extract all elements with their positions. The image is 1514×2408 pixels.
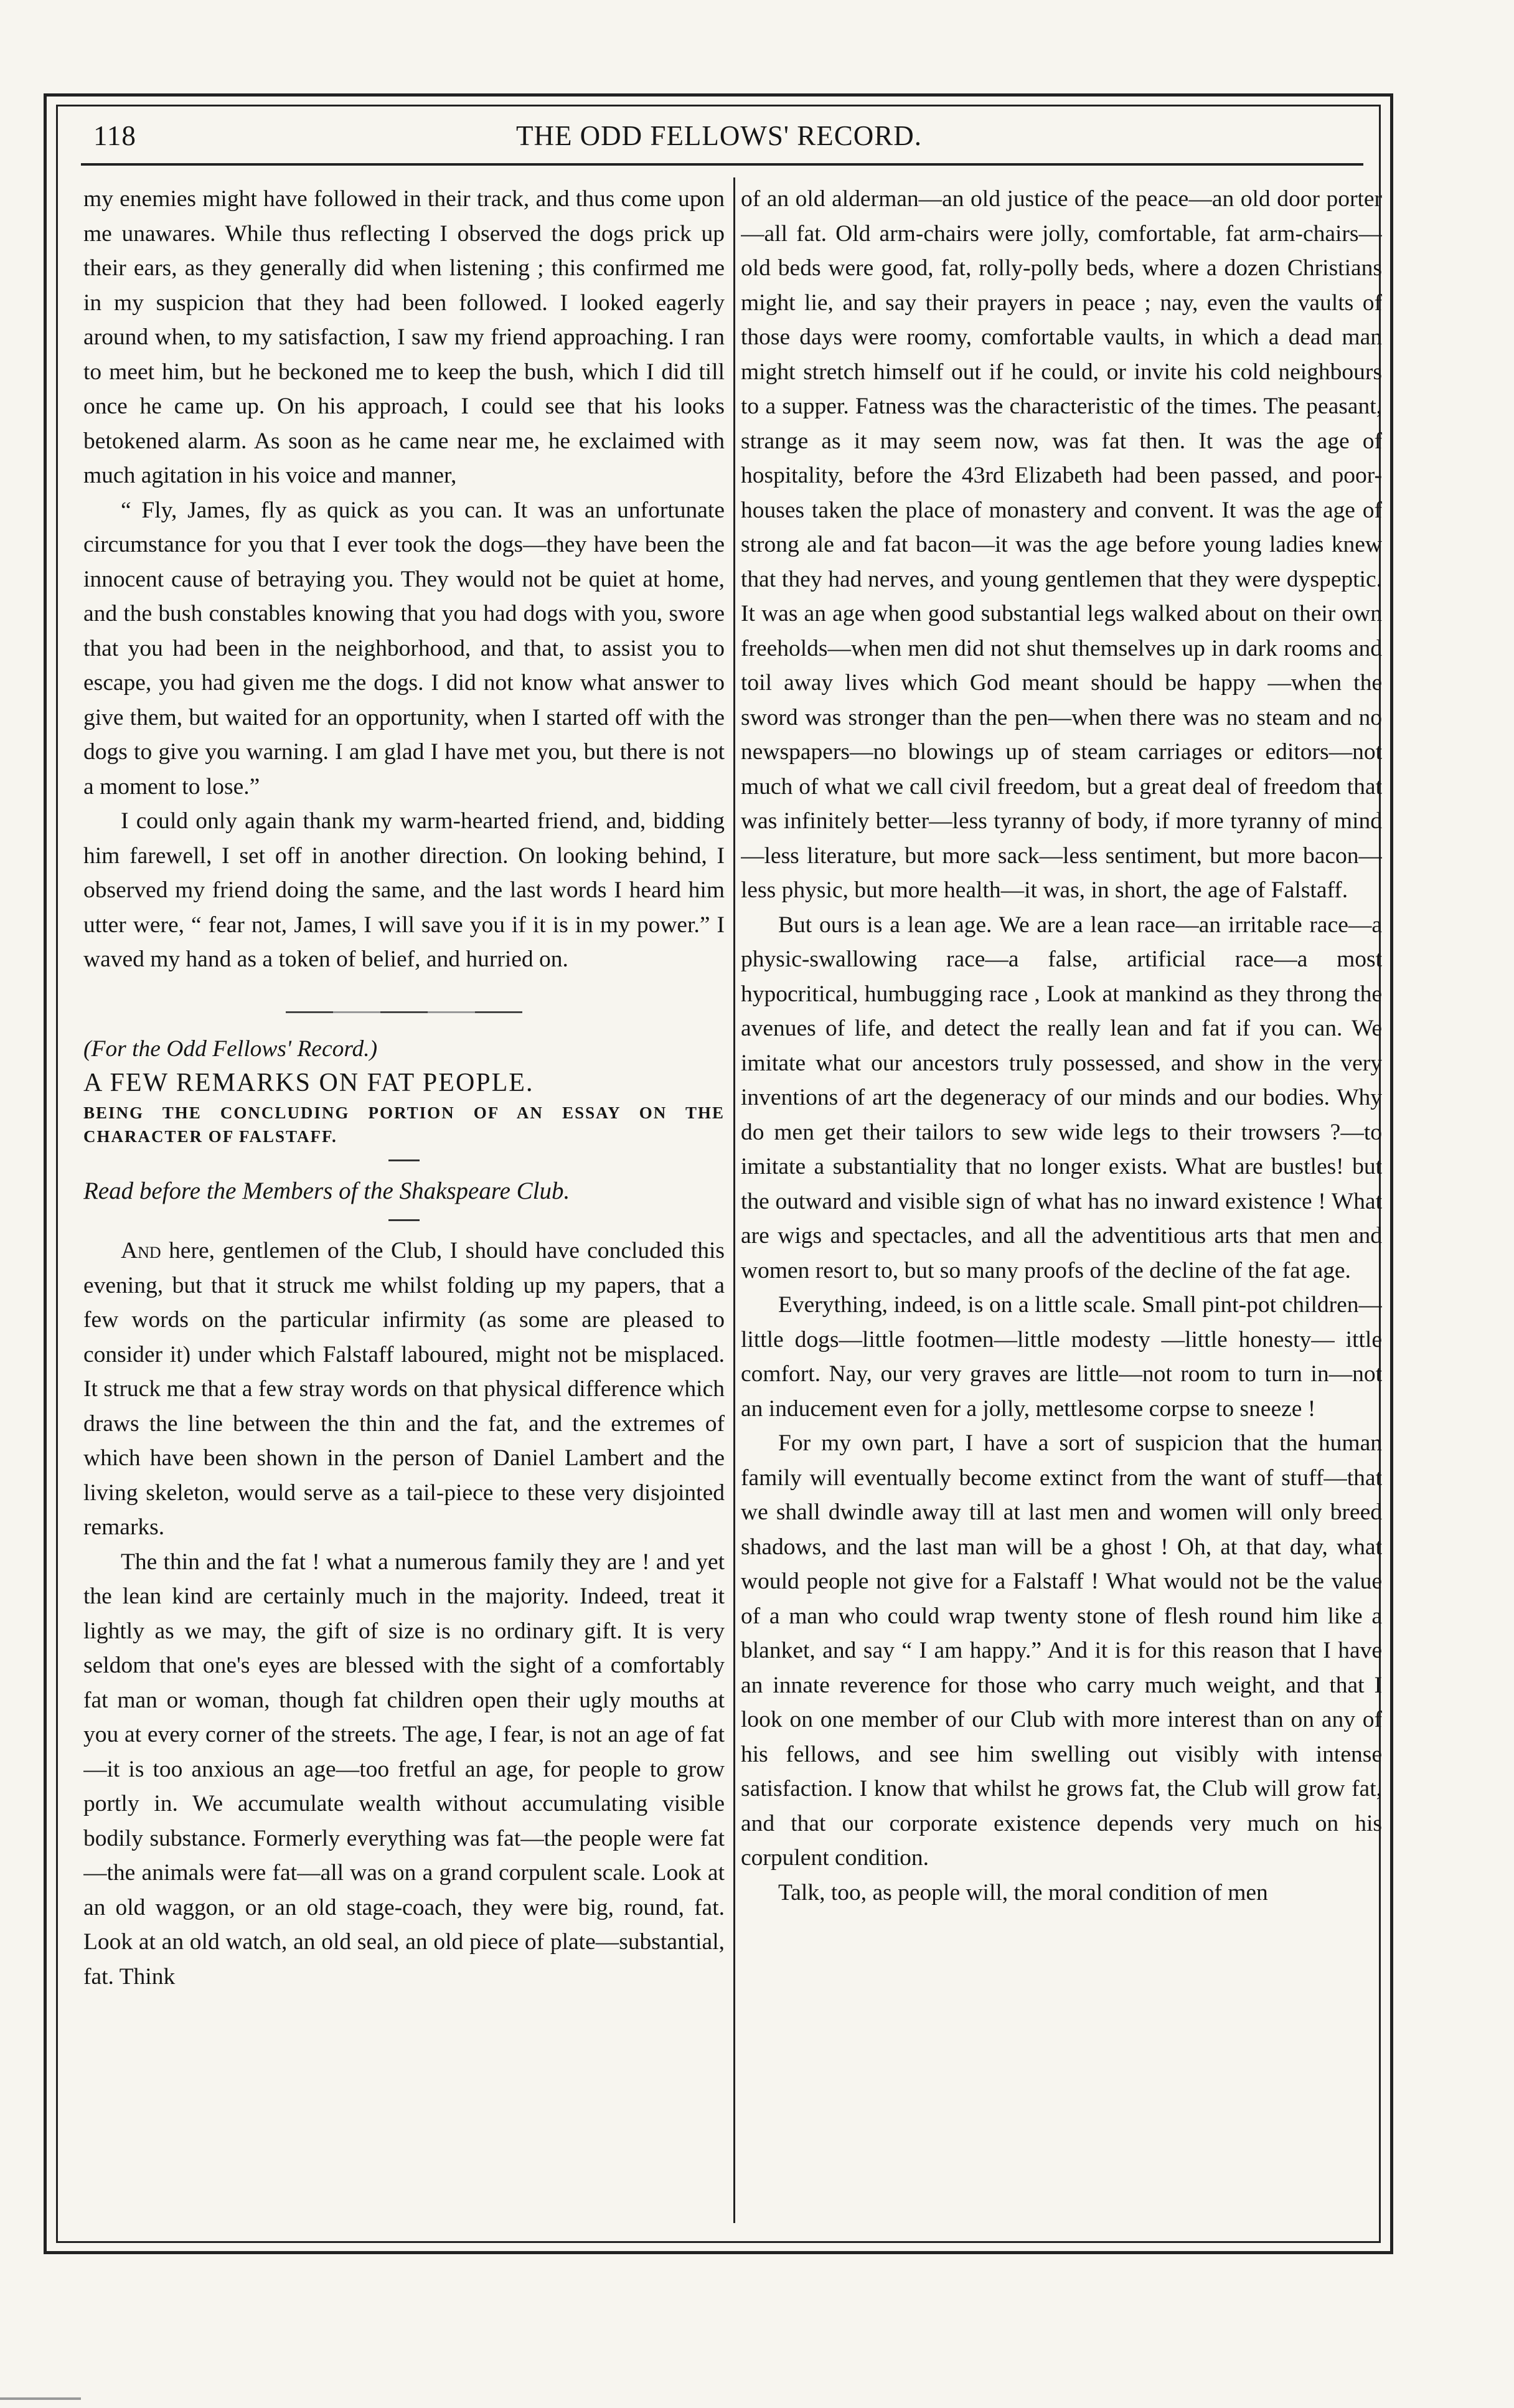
drop-lead: And [121, 1238, 161, 1263]
header-rule [81, 163, 1363, 166]
paragraph-text: here, gentlemen of the Club, I should have concluded this evening, but that it struck me whilst folding up my papers, that a few words on the particular infirmity (as some are pleased to consider it) under which Falstaff laboured, might not be misplaced. It struck me that a few stray words on that physical difference which draws the line between the thin and the fat, and the extremes of which have been shown in the person of Daniel Lambert and the living skeleton, would serve as a tail-piece to these very disjointed remarks. [83, 1238, 725, 1540]
article-subtitle: BEING THE CONCLUDING PORTION OF AN ESSAY ON THE CHARACTER OF FALSTAFF. [83, 1103, 725, 1146]
paragraph: “ Fly, James, fly as quick as you can. It was an unfortunate circumstance for you that I ever took the dogs—they have been the innocent cause of betraying you. They would not be quiet at home, and the bush constables knowing that you had dogs with you, swore that you had been in the neighborhood, and that, to assist you to escape, you had given me the dogs. I did not know what answer to give them, but waited for an opportunity, when I started off with the dogs to give you warning. I am glad I have met you, but there is not a moment to lose.” [83, 497, 725, 800]
paragraph: The thin and the fat ! what a numerous family they are ! and yet the lean kind are certainly much in the majority. Indeed, treat it lightly as we may, the gift of size is no ordinary gift. It is very seldom that one's eyes are blessed with the sight of a comfortably fat man or woman, though fat children open their ugly mouths at you at every corner of the streets. The age, I fear, is not an age of fat—it is too anxious an age—too fretful an age, for people to grow portly in. We accumulate wealth without accumulating visible bodily substance. Formerly everything was fat—the people were fat—the animals were fat—all was on a grand corpulent scale. Look at an old waggon, or an old stage-coach, they were big, round, fat. Look at an old watch, an old seal, an old piece of plate—substantial, fat. Think [83, 1549, 725, 1990]
paragraph [83, 1234, 725, 1545]
paragraph: I could only again thank my warm-hearted friend, and, bidding him farewell, I set off in another direction. On looking behind, I observed my friend doing the same, and the last words I heard him utter were, “ fear not, James, I will save you if it is in my power.” I waved my hand as a token of belief, and hurried on. [83, 808, 725, 972]
paragraph: Everything, indeed, is on a little scale. Small pint-pot children—little dogs—little footmen—little modesty —little honesty— ittle comfort. Nay, our very graves are little—not room to turn in—not an inducement even for a jolly, mettlesome corpse to sneeze ! [741, 1292, 1382, 1422]
running-title: THE ODD FELLOWS' RECORD. [515, 120, 923, 151]
paragraph: But ours is a lean age. We are a lean race—an irritable race—a physic-swallowing race—a false, artificial race—a most hypocritical, humbugging race , Look at mankind as they throng the avenues of life, and detect the really lean and fat if you can. We imitate what our ancestors truly possessed, and show in the very inventions of art the degeneracy of our minds and our bodies. Why do men get their tailors to sew wide legs to their trowsers ?—to imitate a substantiality that no longer exists. What are bustles! but the outward and visible sign of what has no inward existence ! What are wigs and spectacles, and all the adventitious arts that men and women resort to, but so many proofs of the decline of the fat age. [741, 912, 1382, 1283]
left-column [83, 182, 725, 2231]
page-number: 118 [93, 120, 136, 151]
paragraph: Talk, too, as people will, the moral condition of men [778, 1879, 1268, 1905]
article-occasion: Read before the Members of the Shakspeare Club. [83, 1177, 570, 1204]
section-divider [286, 1011, 522, 1013]
paragraph: my enemies might have followed in their track, and thus come upon me unawares. While thus reflecting I observed the dogs prick up their ears, as they generally did when listening ; this confirmed me in my suspicion that they had been followed. I looked eagerly around when, to my satisfaction, I saw my friend approaching. I ran to meet him, but he beckoned me to keep the bush, which I did till once he came up. On his approach, I could see that his looks betokened alarm. As soon as he came near me, he exclaimed with much agitation in his voice and manner, [83, 186, 725, 488]
article-source: (For the Odd Fellows' Record.) [83, 1036, 378, 1062]
short-rule [388, 1159, 420, 1161]
page-header [93, 120, 1345, 163]
scan-edge-mark [0, 2397, 81, 2400]
paragraph: of an old alderman—an old justice of the peace—an old door porter—all fat. Old arm-chairs were jolly, comfortable, fat arm-chairs—old beds were good, fat, rolly-polly beds, where a dozen Christians might lie, and say their prayers in peace ; nay, even the vaults of those days were roomy, comfortable vaults, in which a dead man might stretch himself out if he could, or invite his cold neighbours to a supper. Fatness was the characteristic of the times. The peasant, strange as it may seem now, was fat then. It was the age of hospitality, before the 43rd Elizabeth had been passed, and poor-houses taken the place of monastery and convent. It was the age of strong ale and fat bacon—it was the age before young ladies knew that they had nerves, and young gentlemen that they were dyspeptic. It was an age when good substantial legs walked about on their own freeholds—when men did not shut themselves up in dark rooms and toil away lives which God meant should be happy —when the sword was stronger than the pen—when there was no steam and no newspapers—no blowings up of steam carriages or editors—not much of what we call civil freedom, but a great deal of freedom that was infinitely better—less tyranny of body, if more tyranny of mind—less literature, but more sack—less sentiment, but more bacon—less physic, but more health—it was, in short, the age of Falstaff. [741, 186, 1382, 903]
paragraph: For my own part, I have a sort of suspicion that the human family will eventually become extinct from the want of stuff—that we shall dwindle away till at last men and women will only breed shadows, and the last man will be a ghost ! Oh, at that day, what would people not give for a Falstaff ! What would not be the value of a man who could wrap twenty stone of flesh round him like a blanket, and say “ I am happy.” And it is for this reason that I have an innate reverence for those who carry much weight, and that I look on one member of our Club with more interest than on any of his fellows, and see him swelling out visibly with intense satisfaction. I know that whilst he grows fat, the Club will grow fat, and that our corporate existence depends very much on his corpulent condition. [741, 1430, 1382, 1871]
article-title: A FEW REMARKS ON FAT PEOPLE. [83, 1069, 534, 1097]
column-divider [733, 177, 735, 2223]
right-column [741, 182, 1382, 2231]
short-rule [388, 1219, 420, 1221]
